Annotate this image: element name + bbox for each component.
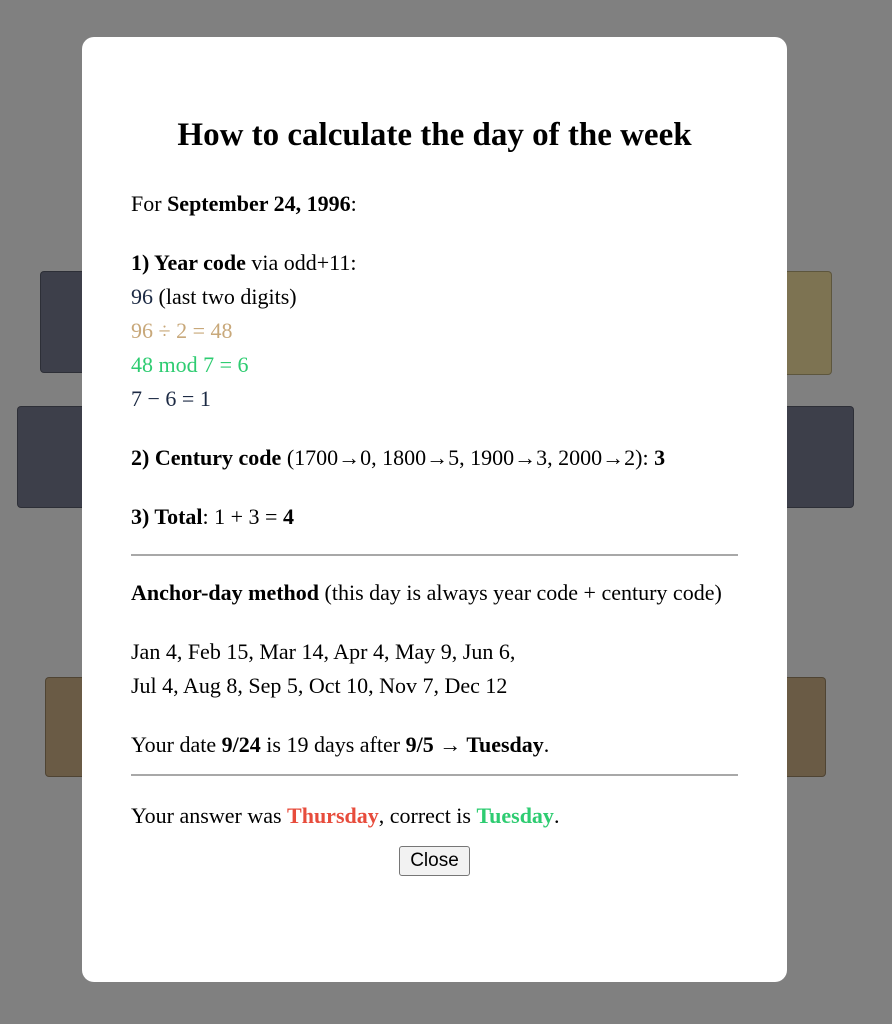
anchor-days-line-2: Jul 4, Aug 8, Sep 5, Oct 10, Nov 7, Dec 12 (131, 673, 508, 698)
your-date-prefix: Your date (131, 732, 222, 757)
century-code-label: 2) Century code (131, 445, 282, 470)
anchor-days-list (131, 635, 738, 703)
anchor-method-description: (this day is always year code + century code) (319, 580, 722, 605)
target-date-line (131, 187, 738, 221)
for-suffix: : (350, 191, 357, 216)
anchor-method-label: Anchor-day method (131, 580, 320, 605)
correct-answer: Tuesday (476, 803, 554, 828)
your-date-value: 9/24 (221, 732, 261, 757)
last-two-digits-note: (last two digits) (153, 284, 297, 309)
anchor-days-line-1: Jan 4, Feb 15, Mar 14, Apr 4, May 9, Jun 6, (131, 639, 516, 664)
year-code-section (131, 246, 738, 416)
for-prefix: For (131, 191, 168, 216)
year-code-step-last-digits (131, 280, 738, 314)
total-line (131, 500, 738, 534)
dialog-actions (131, 842, 738, 876)
total-value: 4 (282, 504, 294, 529)
dialog-title: How to calculate the day of the week (177, 117, 692, 153)
your-date-suffix: . (543, 732, 550, 757)
century-code-value: 3 (654, 445, 666, 470)
total-expression: : 1 + 3 = (202, 504, 283, 529)
answer-suffix: . (553, 803, 560, 828)
year-code-step-divide: 96 ÷ 2 = 48 (131, 318, 233, 343)
divider (131, 774, 738, 776)
answer-feedback (131, 799, 738, 833)
answer-middle: , correct is (378, 803, 477, 828)
explanation-dialog (82, 37, 787, 982)
year-code-step-subtract: 7 − 6 = 1 (131, 386, 211, 411)
year-code-step-mod: 48 mod 7 = 6 (131, 352, 249, 377)
year-code-heading (131, 246, 738, 280)
target-date: September 24, 1996 (167, 191, 351, 216)
your-date-middle: is 19 days after (260, 732, 406, 757)
anchor-method-heading (131, 576, 738, 610)
total-label: 3) Total (131, 504, 203, 529)
arrow-icon: → (433, 732, 467, 757)
year-code-label: 1) Year code (131, 250, 246, 275)
century-code-mapping: (1700→0, 1800→5, 1900→3, 2000→2): (281, 445, 655, 470)
last-two-digits-value: 96 (131, 284, 153, 309)
year-code-method: via odd+11: (245, 250, 357, 275)
answer-prefix: Your answer was (131, 803, 288, 828)
close-button[interactable]: Close (399, 846, 470, 876)
anchor-date-value: 9/5 (405, 732, 434, 757)
divider (131, 554, 738, 556)
result-day: Tuesday (466, 732, 544, 757)
century-code-line (131, 441, 738, 475)
given-answer: Thursday (287, 803, 379, 828)
your-date-line (131, 728, 738, 762)
